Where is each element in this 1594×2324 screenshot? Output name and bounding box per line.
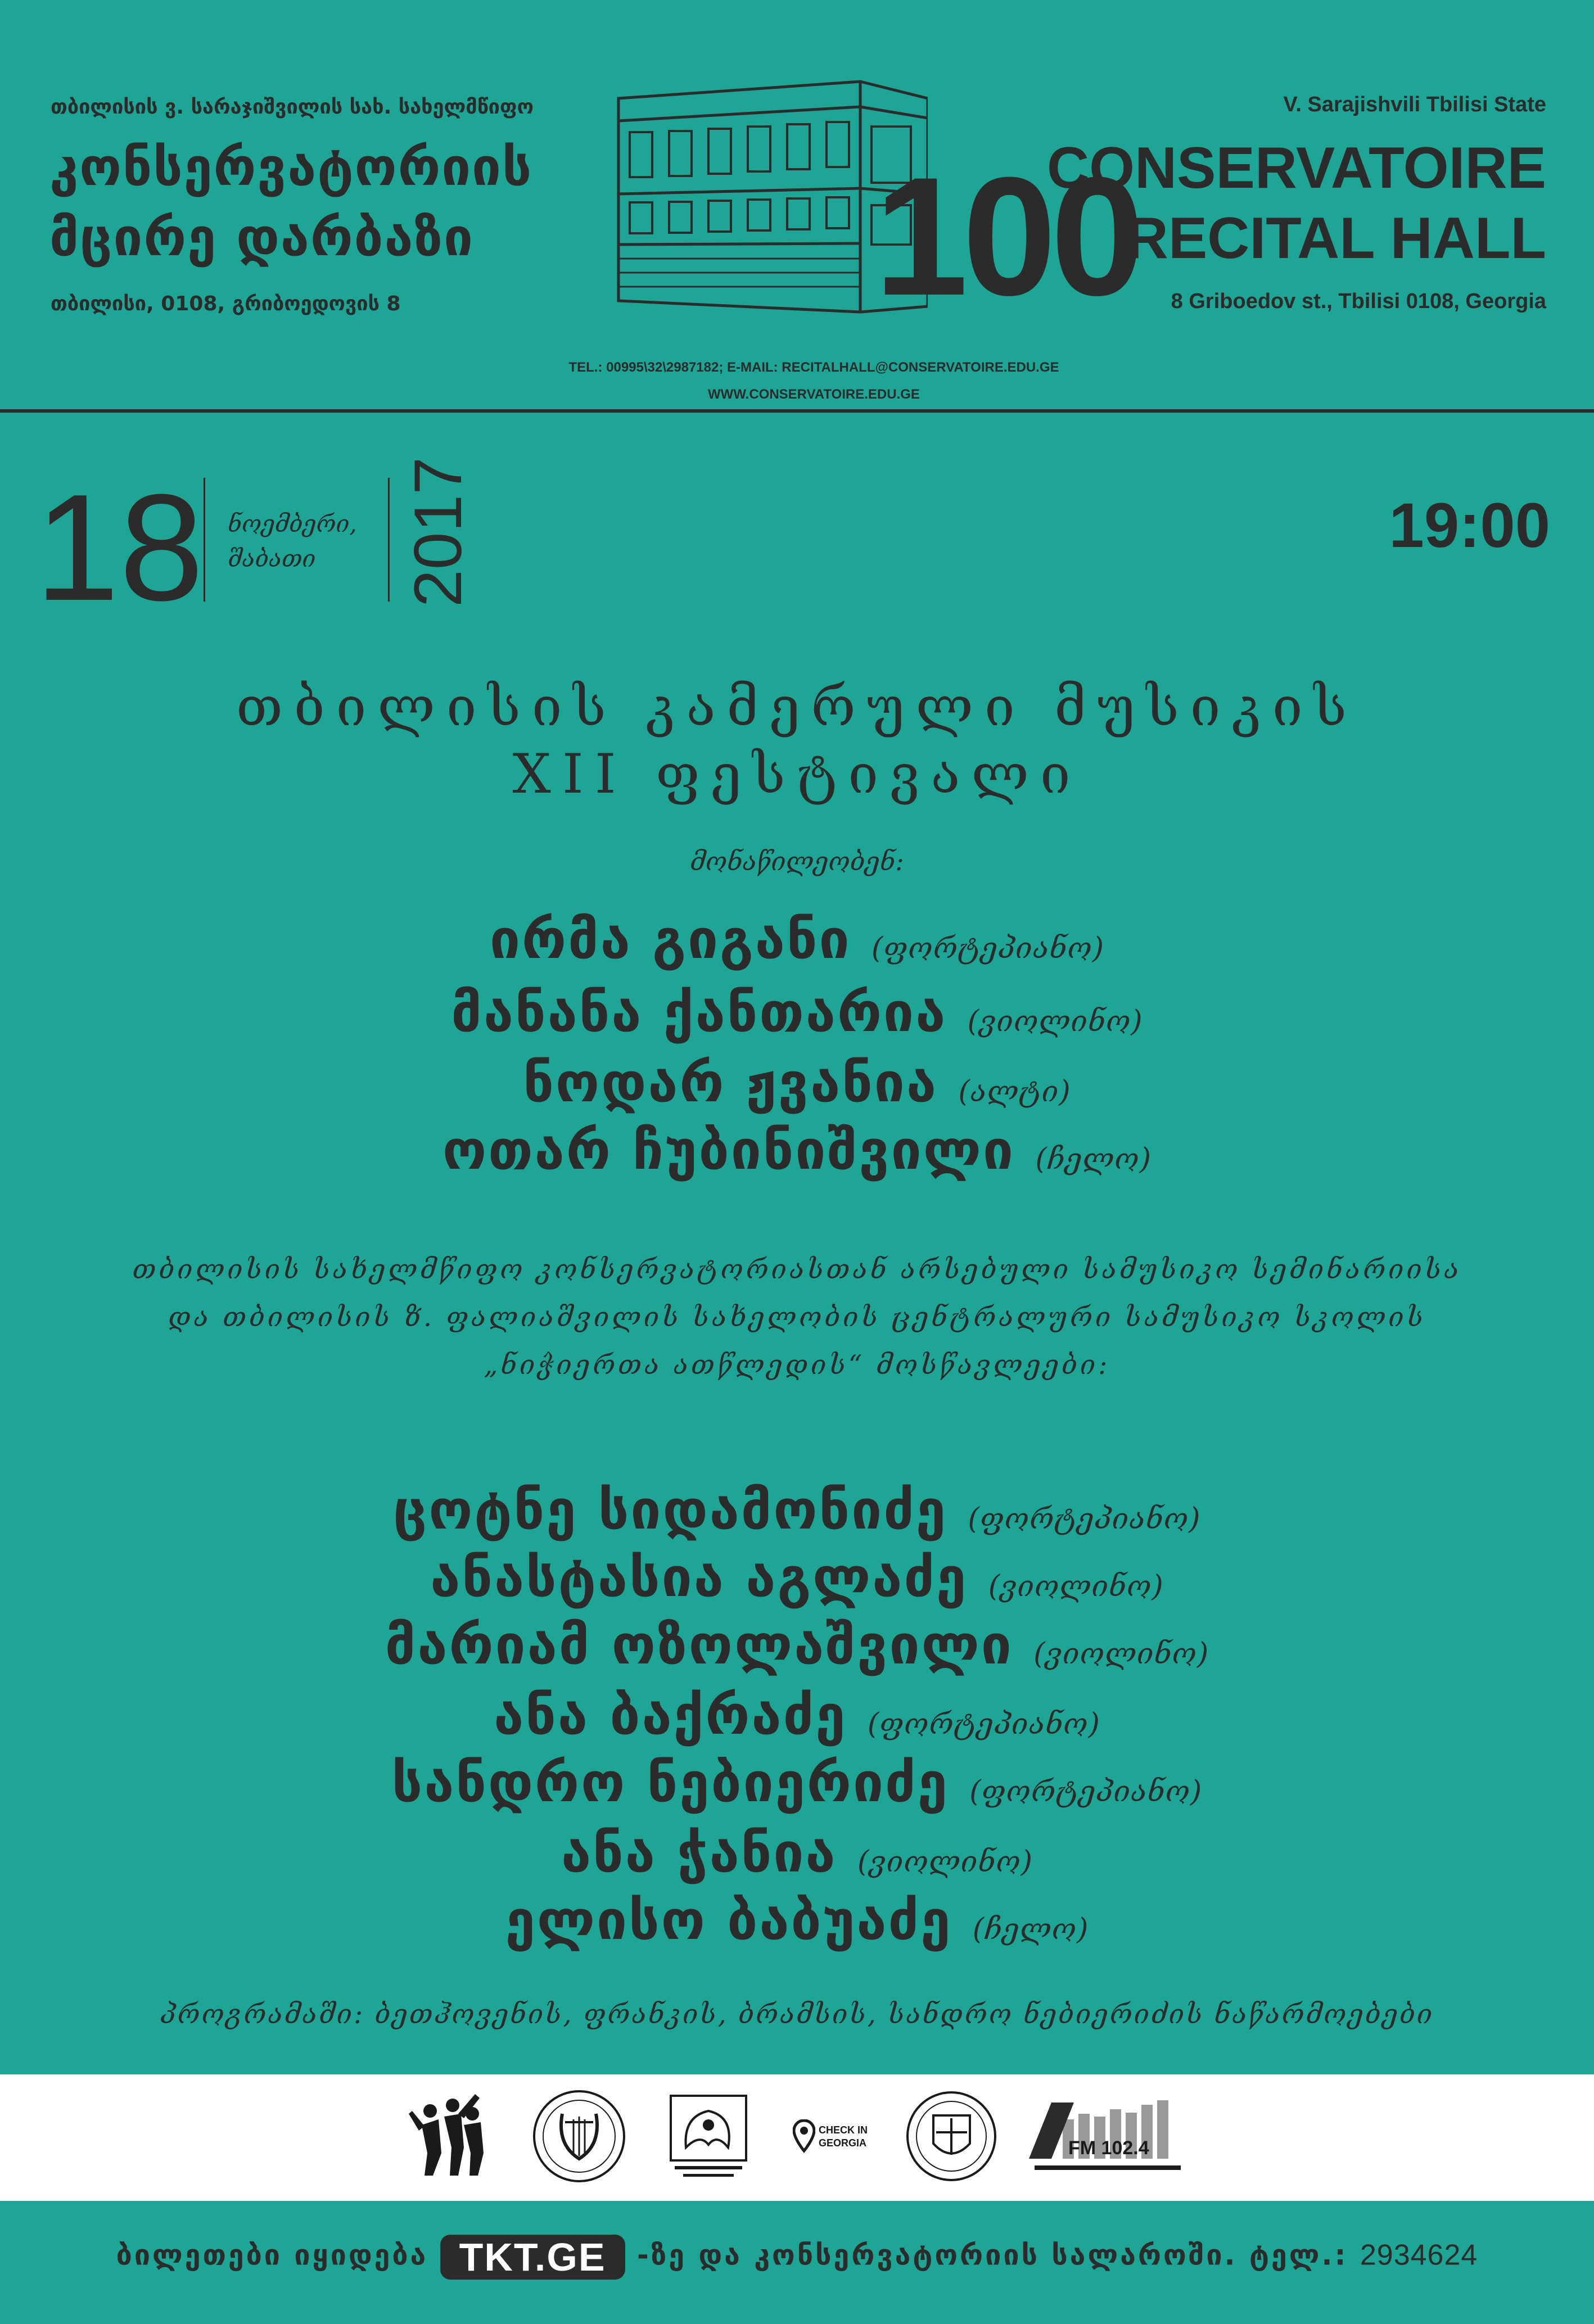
date-divider-1 [204, 478, 205, 602]
performer-name: მანანა ქანთარია [451, 981, 947, 1044]
coat-of-arms-emblem-icon [905, 2090, 998, 2183]
student-instrument: (ფორტეპიანო) [867, 1707, 1100, 1741]
student-1 [0, 1479, 1594, 1541]
student-name: ცოტნე სიდამონიძე [393, 1479, 947, 1541]
building-windows [630, 122, 911, 245]
performer-name: ნოდარ ჟვანია [523, 1051, 938, 1114]
anniversary-100: 100 [874, 142, 1139, 331]
student-name: სანდრო ნებიერიძე [391, 1751, 949, 1814]
event-day: 18 [35, 463, 204, 632]
program-line: პროგრამაში: ბეთჰოვენის, ფრანკის, ბრამსის, სანდრო ნებიერიძის ნაწარმოებები [160, 1999, 1434, 2030]
student-instrument: (ფორტეპიანო) [968, 1502, 1201, 1536]
check-in-georgia-label: CHECK IN GEORGIA [819, 2124, 868, 2149]
map-pin-icon [793, 2119, 815, 2153]
student-5 [0, 1751, 1594, 1814]
header-en-line3: RECITAL HALL [1126, 206, 1546, 271]
students-intro-line2: და თბილისის ზ. ფალიაშვილის სახელობის ცენტრალური სამუსიკო სკოლის [168, 1301, 1426, 1333]
student-name: ანა ჭანია [561, 1821, 837, 1884]
student-7 [0, 1889, 1594, 1952]
performer-instrument: (ვიოლინო) [967, 1005, 1143, 1038]
performer-name: ოთარ ჩუბინიშვილი [442, 1119, 1015, 1182]
student-instrument: (ფორტეპიანო) [969, 1775, 1203, 1808]
website: WWW.CONSERVATOIRE.EDU.GE [708, 387, 920, 402]
participants-intro: მონაწილეობენ: [690, 846, 904, 876]
radio-tagline-bar [1035, 2165, 1181, 2170]
check-in-georgia-logo [793, 2114, 871, 2164]
header-ka-line2: კონსერვატორიის [49, 137, 533, 197]
phone-number: 2934624 [1360, 2239, 1478, 2272]
event-time: 19:00 [1389, 490, 1550, 560]
event-weekday: შაბათი [228, 545, 316, 572]
student-instrument: (ვიოლინო) [1033, 1637, 1209, 1671]
student-4 [0, 1684, 1594, 1747]
student-instrument: (ვიოლინო) [988, 1570, 1164, 1603]
tickets-text: ბილეთები იყიდება [116, 2239, 428, 2272]
performer-4 [0, 1119, 1594, 1182]
festival-title-line1: თბილისის კამერული მუსიკის [236, 675, 1358, 738]
performer-instrument: (ალტი) [958, 1075, 1071, 1109]
header-ka-address: თბილისი, 0108, გრიბოედოვის 8 [51, 292, 401, 315]
event-month: ნოემბერი, [228, 510, 357, 537]
lion-emblem-icon [669, 2094, 748, 2181]
tkt-ge-link[interactable]: TKT.GE [440, 2235, 625, 2280]
performer-name: ირმა გიგანი [489, 908, 851, 971]
student-name: ანასტასია აგლაძე [430, 1546, 968, 1609]
lyre-emblem-icon [531, 2088, 627, 2184]
header-en-address: 8 Griboedov st., Tbilisi 0108, Georgia [1171, 290, 1546, 313]
header-en-line1: V. Sarajishvili Tbilisi State [1283, 93, 1546, 116]
student-name: ანა ბაქრაძე [494, 1684, 847, 1747]
performer-1 [0, 908, 1594, 971]
students-intro-line1: თბილისის სახელმწიფო კონსერვატორიასთან არსებული სამუსიკო სემინარიისა [132, 1254, 1462, 1285]
radio-logo [1029, 2097, 1186, 2181]
student-6 [0, 1821, 1594, 1884]
ticket-info [0, 2235, 1594, 2280]
student-instrument: (ვიოლინო) [857, 1845, 1033, 1879]
student-2 [0, 1546, 1594, 1609]
student-3 [0, 1613, 1594, 1676]
festival-title-line2: XII ფესტივალი [512, 743, 1082, 806]
performer-2 [0, 981, 1594, 1044]
header-en-line2: CONSERVATOIRE [1046, 135, 1546, 201]
sponsor-logos-band [0, 2074, 1594, 2201]
contact-line: TEL.: 00995\32\2987182; E-MAIL: RECITALHALL@CONSERVATOIRE.EDU.GE [568, 360, 1059, 375]
header-ka-line1: თბილისის ვ. სარაჯიშვილის სახ. სახელმწიფო [51, 96, 534, 119]
date-divider-2 [388, 478, 390, 602]
student-name: ელისო ბაბუაძე [505, 1889, 952, 1952]
header-divider [0, 409, 1594, 413]
students-intro-line3: „ნიჭიერთა ათწლედის“ მოსწავლეები: [484, 1349, 1110, 1381]
student-name: მარიამ ოზოლაშვილი [385, 1613, 1013, 1676]
radio-frequency: FM 102.4 [1068, 2137, 1149, 2159]
box-office-text: -ზე და კონსერვატორიის სალაროში. ტელ.: [636, 2239, 1348, 2272]
event-year: 2017 [400, 457, 476, 607]
header-ka-line3: მცირე დარბაზი [49, 207, 474, 268]
dancers-logo-icon [408, 2091, 492, 2181]
performer-3 [0, 1051, 1594, 1114]
performer-instrument: (ჩელო) [1035, 1142, 1152, 1176]
student-instrument: (ჩელო) [972, 1912, 1089, 1946]
performer-instrument: (ფორტეპიანო) [871, 932, 1105, 965]
